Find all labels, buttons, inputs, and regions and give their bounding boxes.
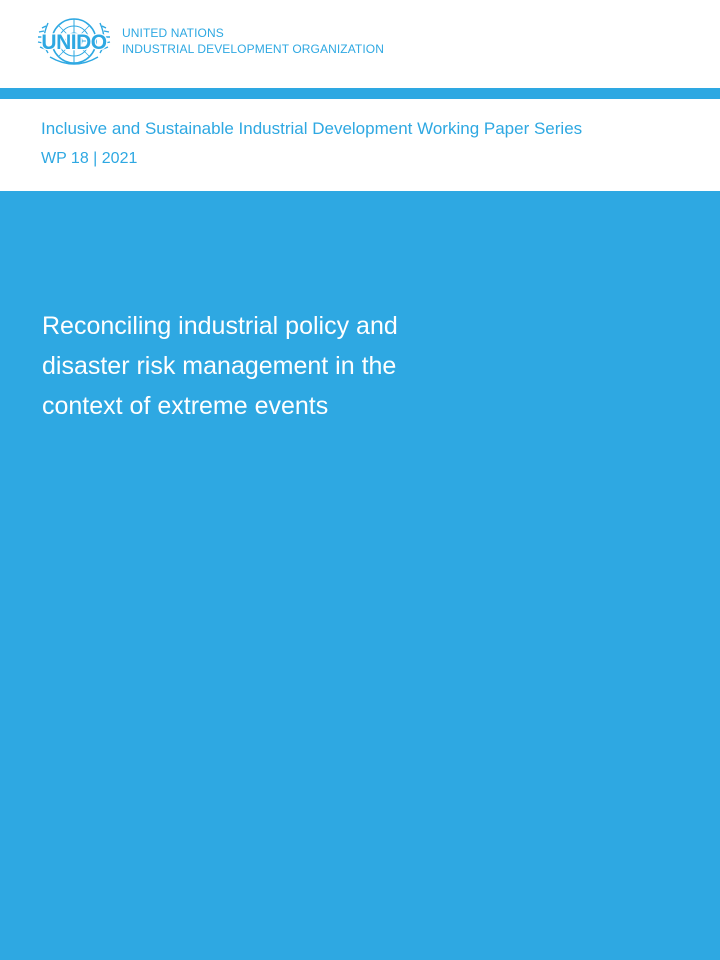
header-stripe [0,88,720,99]
organization-name [122,25,384,57]
series-band [0,99,720,191]
unido-wordmark [36,9,112,73]
paper-title: Reconciling industrial policy and disaster risk management in the context of extreme events [42,312,398,420]
unido-logo [36,9,112,73]
cover-panel [0,191,720,960]
series-title: Inclusive and Sustainable Industrial Development Working Paper Series [41,119,583,138]
org-line-1: UNITED NATIONS [122,26,224,40]
header [0,0,720,88]
org-line-2: INDUSTRIAL DEVELOPMENT ORGANIZATION [122,42,384,56]
working-paper-id: WP 18 | 2021 [41,150,138,167]
logo-text: UNIDO [41,31,107,54]
